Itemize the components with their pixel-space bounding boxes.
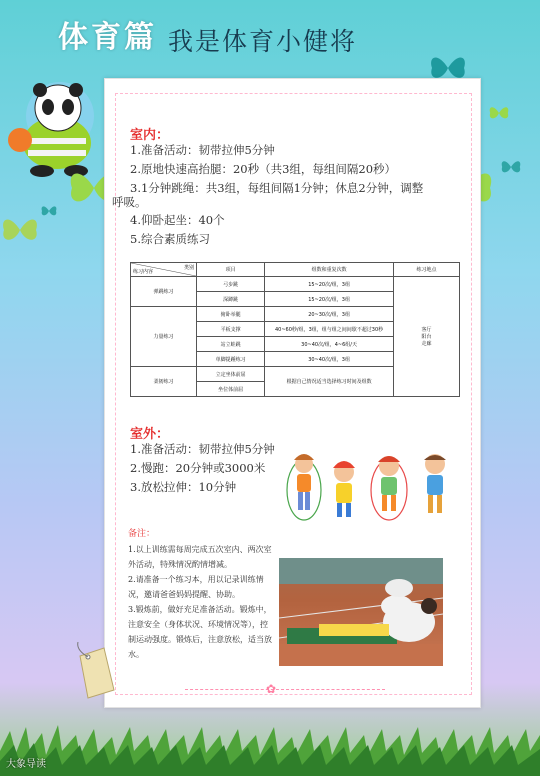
flower-icon: ✿	[266, 682, 277, 696]
butterfly-icon	[0, 214, 40, 246]
table-place-cell: 客厅 阳台 走廊	[393, 277, 459, 397]
note-item: 3.锻炼前，做好充足准备活动。锻炼中，注意安全（身体状况、环境情况等），控制运动强度。锻炼后，注意放松，适当放水。	[128, 605, 272, 659]
exercise-table	[130, 262, 460, 397]
indoor-item: 1.准备活动：韧带拉伸5分钟	[130, 143, 275, 157]
outdoor-item: 2.慢跑：20分钟或3000米	[130, 461, 266, 475]
students-stretching-photo	[279, 558, 443, 666]
section-title: 体育篇	[58, 20, 157, 55]
indoor-item: 2.原地快速高抬腿：20秒（共3组，每组间隔20秒）	[130, 162, 397, 176]
table-header: 练习地点	[393, 263, 459, 277]
table-cell: 俯卧举腿	[197, 307, 265, 322]
butterfly-icon	[500, 158, 522, 176]
butterfly-icon	[40, 204, 58, 218]
table-corner-top: 类别	[184, 265, 195, 271]
poster-title: 我是体育小健将	[168, 27, 358, 56]
note-item: 2.请准备一个练习本，用以记录训练情况，邀请爸爸妈妈提醒、协助。	[128, 575, 264, 599]
butterfly-icon	[488, 104, 510, 122]
table-cell: 40~60秒/组，3组，组与组之间间歇不超过30秒	[265, 322, 394, 337]
table-cell: 弓步跳	[197, 277, 265, 292]
indoor-heading: 室内：	[130, 128, 170, 143]
indoor-item: 呼吸。	[112, 195, 147, 209]
header-banner	[0, 0, 540, 54]
table-cell: 深蹲跳	[197, 292, 265, 307]
table-cell: 站立蛙跳	[197, 337, 265, 352]
table-corner-bottom: 练习内容	[133, 269, 154, 275]
table-cell: 30~40次/组，3组	[265, 352, 394, 367]
table-corner-cell	[131, 263, 197, 277]
outdoor-item: 3.放松拉伸：10分钟	[130, 480, 237, 494]
grass-decoration	[0, 721, 540, 776]
table-cell: 坐位体前屈	[197, 382, 265, 397]
bottom-divider	[185, 689, 385, 690]
table-group-name: 柔韧练习	[131, 367, 197, 397]
table-header: 组数和重复次数	[265, 263, 394, 277]
outdoor-item: 1.准备活动：韧带拉伸5分钟	[130, 442, 275, 456]
table-cell: 立定坐体前屈	[197, 367, 265, 382]
notes-heading: 备注：	[128, 529, 156, 539]
table-group-name: 弹跳练习	[131, 277, 197, 307]
table-group-name: 力量练习	[131, 307, 197, 367]
photo-content	[279, 558, 443, 666]
indoor-item: 3.1分钟跳绳：共3组，每组间隔1分钟；休息2分钟，调整	[130, 181, 424, 195]
table-header: 项目	[197, 263, 265, 277]
table-cell: 单脚提踵练习	[197, 352, 265, 367]
panda-mascot-illustration	[2, 78, 112, 178]
table-cell: 30~40次/组，4~6组/天	[265, 337, 394, 352]
indoor-item: 5.综合素质练习	[130, 232, 210, 246]
table-cell: 15~20次/组，3组	[265, 292, 394, 307]
indoor-item: 4.仰卧起坐：40个	[130, 213, 225, 227]
hanging-tag-icon	[74, 642, 116, 702]
table-cell: 20~30次/组，3组	[265, 307, 394, 322]
watermark: 大象导读	[6, 759, 46, 770]
note-item: 1.以上训练需每周完成五次室内、两次室外活动，特殊情况酌情增减。	[128, 545, 272, 569]
outdoor-heading: 室外：	[130, 427, 170, 442]
table-cell: 15~20次/组，3组	[265, 277, 394, 292]
children-jump-rope-illustration	[285, 446, 460, 522]
table-cell: 平板支撑	[197, 322, 265, 337]
table-cell: 根据自己情况适当选择练习时间及组数	[265, 367, 394, 397]
